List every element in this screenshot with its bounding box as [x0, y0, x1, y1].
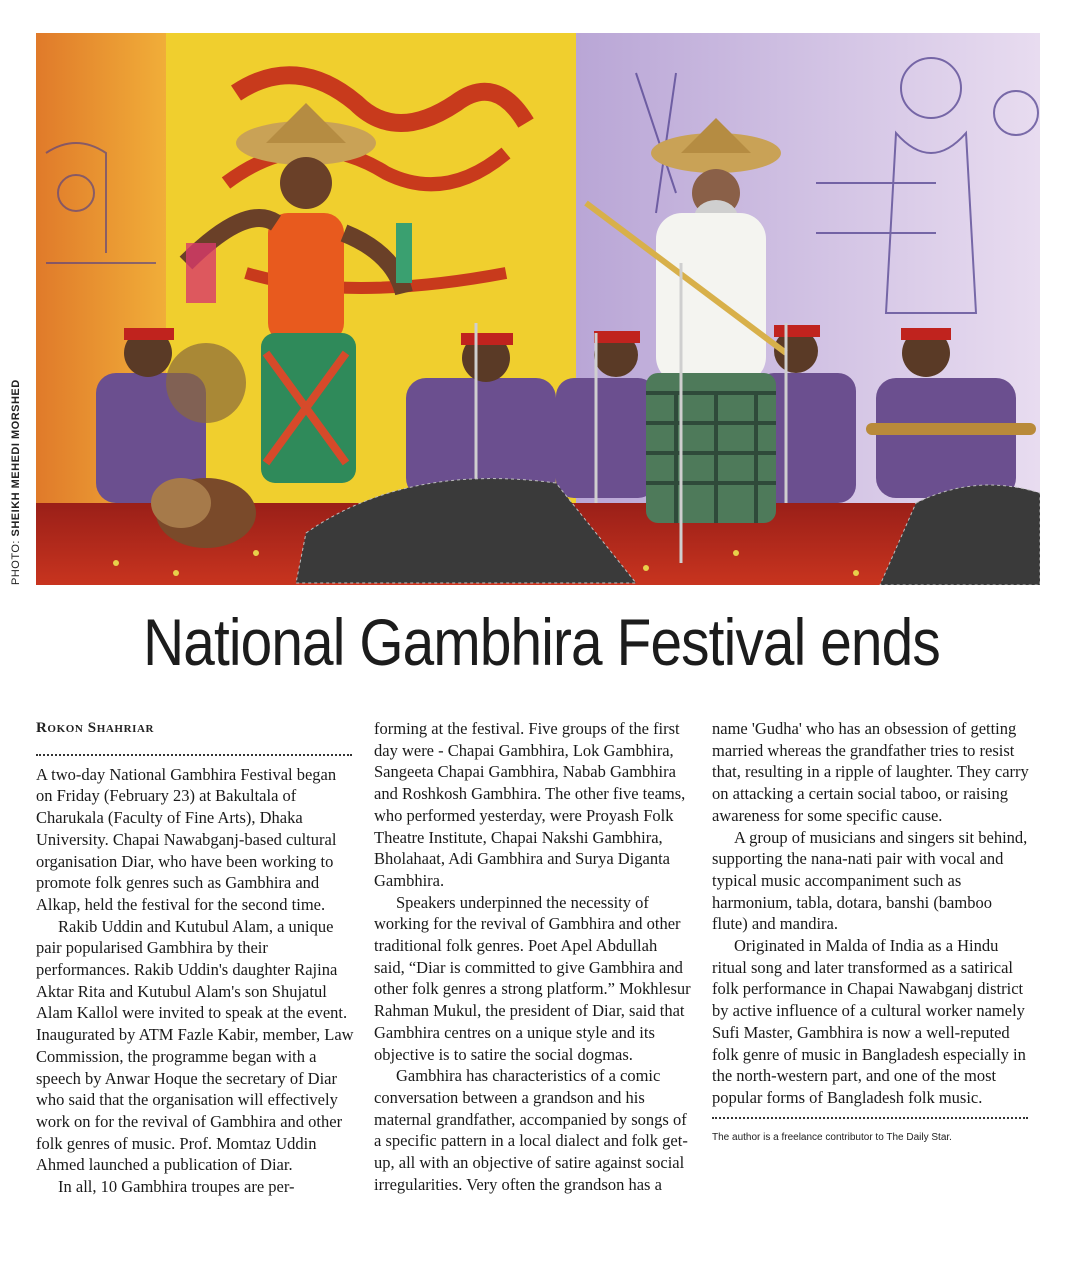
end-divider: [712, 1111, 1028, 1119]
paragraph: Speakers underpinned the necessity of working for the revival of Gambhira and other traditional folk genres. Poet Apel Abdullah said, “Diar is committed to give Gambhira and other folk genres a strong platform.” Mokhlesur Rahman Mukul, the president of Diar, said that Gambhira centres on a unique style and its objective is to satire the social dogmas.: [374, 892, 691, 1064]
author-footnote: The author is a freelance contributor to The Daily Star.: [712, 1131, 952, 1143]
paragraph: A group of musicians and singers sit behind, supporting the nana-nati pair with vocal and typical music accompaniment such as harmonium, tabla, dotara, banshi (bamboo flute) and mandira.: [712, 827, 1028, 934]
photo-credit: [10, 379, 22, 585]
paragraph: In all, 10 Gambhira troupes are per-: [58, 1177, 295, 1197]
article-column-3: [712, 718, 1030, 1148]
performance-photo-illustration: [36, 33, 1040, 585]
paragraph: A two-day National Gambhira Festival began on Friday (February 23) at Bakultala of Charukala (Faculty of Fine Arts), Dhaka University. Chapai Nawabganj-based cultural organisation Diar, who have been working to promote folk genres such as Gambhira and Alkap, held the festival for the second time.: [36, 764, 337, 914]
paragraph: Originated in Malda of India as a Hindu ritual song and later transformed as a satirical folk performance in Chapai Nawabganj district by active influence of a cultural worker namely Sufi Master, Gambhira is now a well-reputed folk genre of music in Bangladesh especially in the north-western part, and one of the most popular forms of Bangladesh folk music.: [712, 936, 1026, 1107]
headline: National Gambhira Festival ends: [143, 605, 940, 679]
article-column-2: [374, 718, 692, 1195]
article-column-1: [36, 718, 354, 1198]
photo-credit-prefix: PHOTO:: [10, 536, 22, 585]
photo-credit-name: SHEIKH MEHEDI MORSHED: [10, 379, 22, 537]
byline-divider: [36, 744, 352, 756]
byline: Rokon Shahriar: [36, 720, 155, 736]
paragraph: forming at the festival. Five groups of the first day were - Chapai Gambhira, Lok Gambhira, Sangeeta Chapai Gambhira, Nabab Gambhira and Roshkosh Gambhira. The other five teams, who performed yesterday, were Proyash Folk Theatre Institute, Chapai Nakshi Gambhira, Bholahaat, Adi Gambhira and Surya Diganta Gambhira.: [374, 719, 686, 890]
paragraph: Gambhira has characteristics of a comic conversation between a grandson and his maternal grandfather, accompanied by songs of a specific pattern in a local dialect and folk get-up, all with an objective of satire against social irregularities. Very often the grandson has a: [374, 1066, 688, 1194]
article-photo: [36, 33, 1040, 585]
paragraph: Rakib Uddin and Kutubul Alam, a unique pair popularised Gambhira by their performances. Rakib Uddin's daughter Rajina Aktar Rita and Kutubul Alam's son Shujatul Alam Kallol were invited to speak at the event. Inaugurated by ATM Fazle Kabir, member, Law Commission, the programme began with a speech by Anwar Hoque the secretary of Diar who said that the organisation will effectively work on for the revival of Gambhira and other folk genres of music. Prof. Momtaz Uddin Ahmed launched a publication of Diar.: [36, 916, 354, 1175]
paragraph: name 'Gudha' who has an obsession of getting married whereas the grandfather tries to resist that, resulting in a ripple of laughter. They carry on attacking a certain social taboo, or raising awareness for some specific cause.: [712, 719, 1029, 825]
